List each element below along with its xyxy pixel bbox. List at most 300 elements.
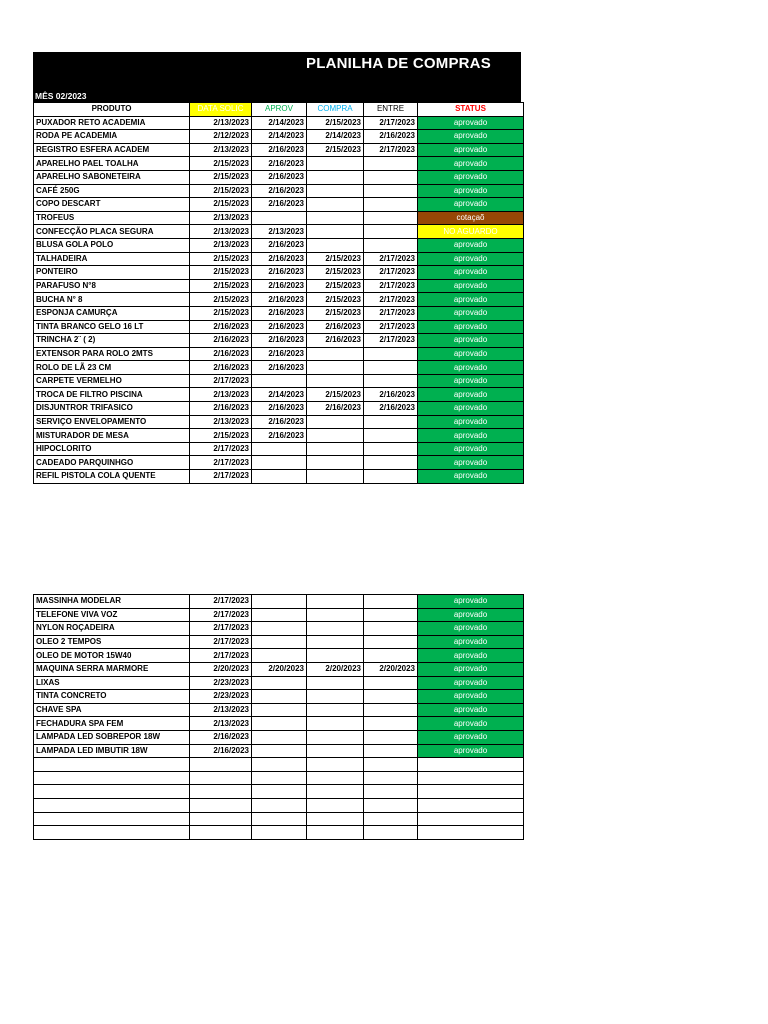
date-requested-cell[interactable] [190,771,252,785]
date-purchased-cell[interactable]: 2/16/2023 [307,402,364,416]
date-requested-cell[interactable]: 2/16/2023 [190,334,252,348]
date-approved-cell[interactable] [252,456,307,470]
date-purchased-cell[interactable] [307,429,364,443]
date-approved-cell[interactable]: 2/14/2023 [252,130,307,144]
date-delivered-cell[interactable]: 2/17/2023 [364,252,418,266]
status-cell[interactable]: aprovado [418,662,524,676]
table-row [34,456,524,470]
date-approved-cell[interactable]: 2/16/2023 [252,361,307,375]
date-delivered-cell[interactable]: 2/17/2023 [364,116,418,130]
product-cell[interactable]: RODA PE ACADEMIA [34,130,190,144]
product-cell[interactable]: MISTURADOR DE MESA [34,429,190,443]
date-requested-cell[interactable]: 2/17/2023 [190,608,252,622]
product-cell[interactable]: MASSINHA MODELAR [34,595,190,609]
purchases-table-1 [33,102,524,484]
date-delivered-cell[interactable] [364,595,418,609]
date-delivered-cell[interactable] [364,170,418,184]
date-delivered-cell[interactable] [364,157,418,171]
date-purchased-cell[interactable] [307,771,364,785]
date-requested-cell[interactable]: 2/16/2023 [190,730,252,744]
date-requested-cell[interactable] [190,785,252,799]
product-cell[interactable]: TRINCHA 2¨ ( 2) [34,334,190,348]
date-requested-cell[interactable] [190,826,252,840]
date-delivered-cell[interactable] [364,184,418,198]
date-purchased-cell[interactable] [307,758,364,772]
date-requested-cell[interactable]: 2/13/2023 [190,225,252,239]
product-cell[interactable]: TALHADEIRA [34,252,190,266]
header-entre: ENTRE [364,103,418,117]
date-purchased-cell[interactable] [307,812,364,826]
table-row [34,279,524,293]
table-row [34,198,524,212]
date-approved-cell[interactable] [252,785,307,799]
status-cell[interactable]: aprovado [418,649,524,663]
status-cell[interactable]: aprovado [418,170,524,184]
status-cell[interactable]: aprovado [418,306,524,320]
date-requested-cell[interactable]: 2/17/2023 [190,622,252,636]
product-cell[interactable]: LAMPADA LED SOBREPOR 18W [34,730,190,744]
product-cell[interactable] [34,798,190,812]
date-requested-cell[interactable]: 2/15/2023 [190,279,252,293]
date-purchased-cell[interactable] [307,717,364,731]
status-cell[interactable]: aprovado [418,676,524,690]
date-approved-cell[interactable] [252,812,307,826]
date-purchased-cell[interactable]: 2/15/2023 [307,306,364,320]
table-row [34,785,524,799]
date-delivered-cell[interactable] [364,703,418,717]
status-cell[interactable]: aprovado [418,595,524,609]
date-delivered-cell[interactable] [364,635,418,649]
table-row [34,116,524,130]
product-cell[interactable]: CARPETE VERMELHO [34,374,190,388]
product-cell[interactable]: REFIL PISTOLA COLA QUENTE [34,470,190,484]
date-purchased-cell[interactable] [307,347,364,361]
date-requested-cell[interactable]: 2/16/2023 [190,347,252,361]
date-requested-cell[interactable]: 2/13/2023 [190,143,252,157]
status-cell[interactable]: aprovado [418,456,524,470]
date-requested-cell[interactable]: 2/15/2023 [190,170,252,184]
status-cell[interactable]: aprovado [418,402,524,416]
date-purchased-cell[interactable]: 2/15/2023 [307,266,364,280]
date-approved-cell[interactable] [252,771,307,785]
date-purchased-cell[interactable] [307,238,364,252]
product-cell[interactable]: OLEO DE MOTOR 15W40 [34,649,190,663]
date-approved-cell[interactable]: 2/16/2023 [252,157,307,171]
date-requested-cell[interactable]: 2/16/2023 [190,402,252,416]
date-delivered-cell[interactable] [364,347,418,361]
date-delivered-cell[interactable] [364,730,418,744]
date-delivered-cell[interactable]: 2/20/2023 [364,662,418,676]
date-delivered-cell[interactable]: 2/17/2023 [364,279,418,293]
date-approved-cell[interactable] [252,635,307,649]
date-delivered-cell[interactable] [364,744,418,758]
date-requested-cell[interactable]: 2/15/2023 [190,429,252,443]
date-requested-cell[interactable]: 2/13/2023 [190,388,252,402]
date-requested-cell[interactable]: 2/23/2023 [190,690,252,704]
date-requested-cell[interactable]: 2/12/2023 [190,130,252,144]
status-cell[interactable]: aprovado [418,470,524,484]
status-cell[interactable] [418,798,524,812]
date-approved-cell[interactable] [252,717,307,731]
date-approved-cell[interactable]: 2/16/2023 [252,306,307,320]
date-purchased-cell[interactable] [307,225,364,239]
date-approved-cell[interactable] [252,690,307,704]
product-cell[interactable]: CADEADO PARQUINHGO [34,456,190,470]
product-cell[interactable] [34,812,190,826]
date-purchased-cell[interactable]: 2/15/2023 [307,279,364,293]
date-delivered-cell[interactable] [364,225,418,239]
product-cell[interactable]: OLEO 2 TEMPOS [34,635,190,649]
date-purchased-cell[interactable] [307,730,364,744]
date-purchased-cell[interactable] [307,211,364,225]
date-approved-cell[interactable]: 2/13/2023 [252,225,307,239]
date-approved-cell[interactable]: 2/16/2023 [252,143,307,157]
date-delivered-cell[interactable] [364,676,418,690]
date-approved-cell[interactable]: 2/16/2023 [252,347,307,361]
product-cell[interactable]: PARAFUSO N°8 [34,279,190,293]
status-cell[interactable] [418,758,524,772]
sheet-month: MÊS 02/2023 [35,91,87,101]
product-cell[interactable] [34,785,190,799]
date-purchased-cell[interactable] [307,608,364,622]
date-requested-cell[interactable]: 2/17/2023 [190,595,252,609]
date-purchased-cell[interactable] [307,361,364,375]
date-approved-cell[interactable] [252,374,307,388]
status-cell[interactable] [418,812,524,826]
date-delivered-cell[interactable] [364,785,418,799]
date-approved-cell[interactable]: 2/16/2023 [252,279,307,293]
status-cell[interactable]: aprovado [418,184,524,198]
date-delivered-cell[interactable] [364,374,418,388]
date-purchased-cell[interactable] [307,622,364,636]
table-row [34,306,524,320]
date-requested-cell[interactable]: 2/16/2023 [190,744,252,758]
table-row [34,252,524,266]
date-approved-cell[interactable] [252,622,307,636]
date-delivered-cell[interactable] [364,622,418,636]
status-cell[interactable]: aprovado [418,429,524,443]
date-approved-cell[interactable]: 2/16/2023 [252,402,307,416]
date-purchased-cell[interactable] [307,374,364,388]
date-purchased-cell[interactable]: 2/15/2023 [307,116,364,130]
product-cell[interactable]: HIPOCLORITO [34,442,190,456]
product-cell[interactable]: EXTENSOR PARA ROLO 2MTS [34,347,190,361]
date-delivered-cell[interactable]: 2/17/2023 [364,334,418,348]
date-approved-cell[interactable] [252,676,307,690]
date-requested-cell[interactable]: 2/20/2023 [190,662,252,676]
date-purchased-cell[interactable] [307,798,364,812]
product-cell[interactable]: TROCA DE FILTRO PISCINA [34,388,190,402]
product-cell[interactable]: DISJUNTROR TRIFASICO [34,402,190,416]
date-approved-cell[interactable] [252,703,307,717]
date-requested-cell[interactable]: 2/15/2023 [190,293,252,307]
date-delivered-cell[interactable] [364,717,418,731]
date-purchased-cell[interactable] [307,415,364,429]
date-delivered-cell[interactable] [364,608,418,622]
date-purchased-cell[interactable]: 2/20/2023 [307,662,364,676]
date-requested-cell[interactable]: 2/23/2023 [190,676,252,690]
date-delivered-cell[interactable]: 2/16/2023 [364,130,418,144]
date-approved-cell[interactable]: 2/16/2023 [252,293,307,307]
table-row [34,758,524,772]
date-requested-cell[interactable]: 2/17/2023 [190,456,252,470]
date-purchased-cell[interactable] [307,470,364,484]
date-purchased-cell[interactable] [307,184,364,198]
date-purchased-cell[interactable]: 2/15/2023 [307,293,364,307]
date-approved-cell[interactable]: 2/14/2023 [252,388,307,402]
status-cell[interactable]: aprovado [418,703,524,717]
status-cell[interactable]: aprovado [418,388,524,402]
purchases-table-1-container [33,102,521,484]
status-cell[interactable]: aprovado [418,293,524,307]
date-delivered-cell[interactable] [364,429,418,443]
date-delivered-cell[interactable] [364,812,418,826]
product-cell[interactable]: CONFECÇÃO PLACA SEGURA [34,225,190,239]
date-delivered-cell[interactable] [364,826,418,840]
date-requested-cell[interactable]: 2/15/2023 [190,252,252,266]
date-requested-cell[interactable]: 2/15/2023 [190,198,252,212]
date-approved-cell[interactable] [252,730,307,744]
status-cell[interactable]: aprovado [418,415,524,429]
date-delivered-cell[interactable] [364,758,418,772]
status-cell[interactable]: aprovado [418,442,524,456]
status-cell[interactable]: aprovado [418,198,524,212]
product-cell[interactable]: CAFÉ 250G [34,184,190,198]
date-requested-cell[interactable]: 2/13/2023 [190,415,252,429]
date-requested-cell[interactable]: 2/13/2023 [190,717,252,731]
product-cell[interactable]: FECHADURA SPA FEM [34,717,190,731]
date-delivered-cell[interactable] [364,470,418,484]
product-cell[interactable]: APARELHO SABONETEIRA [34,170,190,184]
date-purchased-cell[interactable] [307,676,364,690]
date-requested-cell[interactable]: 2/17/2023 [190,470,252,484]
date-approved-cell[interactable]: 2/16/2023 [252,415,307,429]
table-row [34,211,524,225]
status-cell[interactable]: aprovado [418,238,524,252]
date-requested-cell[interactable]: 2/17/2023 [190,374,252,388]
date-approved-cell[interactable]: 2/14/2023 [252,116,307,130]
date-requested-cell[interactable]: 2/15/2023 [190,306,252,320]
date-approved-cell[interactable]: 2/16/2023 [252,320,307,334]
status-cell[interactable] [418,771,524,785]
table-row [34,826,524,840]
date-delivered-cell[interactable]: 2/17/2023 [364,320,418,334]
status-cell[interactable]: cotaçaõ [418,211,524,225]
date-approved-cell[interactable]: 2/16/2023 [252,198,307,212]
date-requested-cell[interactable]: 2/13/2023 [190,238,252,252]
date-purchased-cell[interactable] [307,198,364,212]
date-delivered-cell[interactable] [364,649,418,663]
date-purchased-cell[interactable]: 2/15/2023 [307,252,364,266]
status-cell[interactable]: aprovado [418,266,524,280]
date-delivered-cell[interactable] [364,771,418,785]
date-delivered-cell[interactable]: 2/17/2023 [364,306,418,320]
date-delivered-cell[interactable]: 2/17/2023 [364,143,418,157]
status-cell[interactable]: NO AGUARDO [418,225,524,239]
product-cell[interactable]: TELEFONE VIVA VOZ [34,608,190,622]
table-row [34,170,524,184]
date-delivered-cell[interactable]: 2/17/2023 [364,293,418,307]
date-delivered-cell[interactable] [364,415,418,429]
date-approved-cell[interactable] [252,798,307,812]
product-cell[interactable] [34,758,190,772]
date-requested-cell[interactable]: 2/15/2023 [190,157,252,171]
table-row [34,730,524,744]
product-cell[interactable]: TROFEUS [34,211,190,225]
date-delivered-cell[interactable] [364,798,418,812]
status-cell[interactable]: aprovado [418,143,524,157]
date-approved-cell[interactable] [252,442,307,456]
product-cell[interactable]: BLUSA GOLA POLO [34,238,190,252]
date-delivered-cell[interactable] [364,361,418,375]
purchases-table-2-container [33,594,521,840]
date-delivered-cell[interactable] [364,690,418,704]
date-purchased-cell[interactable] [307,595,364,609]
product-cell[interactable]: APARELHO PAEL TOALHA [34,157,190,171]
date-approved-cell[interactable]: 2/16/2023 [252,429,307,443]
date-requested-cell[interactable]: 2/15/2023 [190,184,252,198]
date-approved-cell[interactable]: 2/16/2023 [252,266,307,280]
status-cell[interactable]: aprovado [418,374,524,388]
date-approved-cell[interactable] [252,826,307,840]
date-purchased-cell[interactable] [307,157,364,171]
status-cell[interactable]: aprovado [418,635,524,649]
status-cell[interactable]: aprovado [418,744,524,758]
table-row [34,812,524,826]
date-approved-cell[interactable] [252,595,307,609]
date-purchased-cell[interactable] [307,785,364,799]
date-requested-cell[interactable]: 2/13/2023 [190,116,252,130]
status-cell[interactable]: aprovado [418,608,524,622]
date-approved-cell[interactable] [252,470,307,484]
status-cell[interactable] [418,785,524,799]
status-cell[interactable]: aprovado [418,130,524,144]
date-requested-cell[interactable]: 2/15/2023 [190,266,252,280]
date-requested-cell[interactable]: 2/13/2023 [190,211,252,225]
table-row [34,595,524,609]
product-cell[interactable] [34,826,190,840]
date-requested-cell[interactable]: 2/17/2023 [190,649,252,663]
date-purchased-cell[interactable]: 2/14/2023 [307,130,364,144]
status-cell[interactable]: aprovado [418,320,524,334]
status-cell[interactable]: aprovado [418,334,524,348]
date-requested-cell[interactable]: 2/13/2023 [190,703,252,717]
product-cell[interactable]: REGISTRO ESFERA ACADEM [34,143,190,157]
date-purchased-cell[interactable]: 2/16/2023 [307,334,364,348]
product-cell[interactable]: NYLON ROÇADEIRA [34,622,190,636]
product-cell[interactable]: CHAVE SPA [34,703,190,717]
date-approved-cell[interactable] [252,649,307,663]
status-cell[interactable] [418,826,524,840]
date-requested-cell[interactable] [190,812,252,826]
date-requested-cell[interactable] [190,758,252,772]
date-delivered-cell[interactable]: 2/17/2023 [364,266,418,280]
table-row [34,662,524,676]
product-cell[interactable]: SERVIÇO ENVELOPAMENTO [34,415,190,429]
date-purchased-cell[interactable] [307,826,364,840]
date-requested-cell[interactable]: 2/17/2023 [190,442,252,456]
status-cell[interactable]: aprovado [418,157,524,171]
date-delivered-cell[interactable] [364,198,418,212]
date-requested-cell[interactable]: 2/17/2023 [190,635,252,649]
date-purchased-cell[interactable]: 2/15/2023 [307,143,364,157]
product-cell[interactable]: ROLO DE LÃ 23 CM [34,361,190,375]
date-requested-cell[interactable]: 2/16/2023 [190,320,252,334]
table-row [34,402,524,416]
date-approved-cell[interactable]: 2/16/2023 [252,170,307,184]
product-cell[interactable]: PONTEIRO [34,266,190,280]
product-cell[interactable]: ESPONJA CAMURÇA [34,306,190,320]
table-row [34,470,524,484]
date-delivered-cell[interactable] [364,211,418,225]
status-cell[interactable]: aprovado [418,279,524,293]
date-delivered-cell[interactable] [364,456,418,470]
date-purchased-cell[interactable] [307,456,364,470]
date-delivered-cell[interactable] [364,442,418,456]
date-approved-cell[interactable]: 2/16/2023 [252,334,307,348]
date-approved-cell[interactable]: 2/20/2023 [252,662,307,676]
table-row [34,388,524,402]
date-delivered-cell[interactable]: 2/16/2023 [364,388,418,402]
date-delivered-cell[interactable]: 2/16/2023 [364,402,418,416]
status-cell[interactable]: aprovado [418,116,524,130]
status-cell[interactable]: aprovado [418,347,524,361]
status-cell[interactable]: aprovado [418,252,524,266]
header-aprov: APROV [252,103,307,117]
date-purchased-cell[interactable]: 2/16/2023 [307,320,364,334]
date-purchased-cell[interactable] [307,635,364,649]
product-cell[interactable]: BUCHA N° 8 [34,293,190,307]
date-purchased-cell[interactable] [307,690,364,704]
product-cell[interactable]: LIXAS [34,676,190,690]
product-cell[interactable]: TINTA CONCRETO [34,690,190,704]
status-cell[interactable]: aprovado [418,717,524,731]
date-requested-cell[interactable] [190,798,252,812]
table-row [34,676,524,690]
date-approved-cell[interactable] [252,211,307,225]
date-approved-cell[interactable]: 2/16/2023 [252,238,307,252]
product-cell[interactable]: MAQUINA SERRA MARMORE [34,662,190,676]
status-cell[interactable]: aprovado [418,730,524,744]
date-requested-cell[interactable]: 2/16/2023 [190,361,252,375]
date-purchased-cell[interactable] [307,744,364,758]
product-cell[interactable] [34,771,190,785]
date-approved-cell[interactable] [252,608,307,622]
table-row [34,266,524,280]
date-approved-cell[interactable]: 2/16/2023 [252,184,307,198]
date-purchased-cell[interactable] [307,703,364,717]
date-delivered-cell[interactable] [364,238,418,252]
date-purchased-cell[interactable] [307,442,364,456]
product-cell[interactable]: TINTA BRANCO GELO 16 LT [34,320,190,334]
status-cell[interactable]: aprovado [418,690,524,704]
product-cell[interactable]: COPO DESCART [34,198,190,212]
product-cell[interactable]: LAMPADA LED IMBUTIR 18W [34,744,190,758]
date-purchased-cell[interactable] [307,170,364,184]
date-approved-cell[interactable] [252,744,307,758]
status-cell[interactable]: aprovado [418,622,524,636]
date-approved-cell[interactable]: 2/16/2023 [252,252,307,266]
table-row [34,703,524,717]
sheet-title: PLANILHA DE COMPRAS [306,55,491,72]
date-approved-cell[interactable] [252,758,307,772]
date-purchased-cell[interactable]: 2/15/2023 [307,388,364,402]
product-cell[interactable]: PUXADOR RETO ACADEMIA [34,116,190,130]
status-cell[interactable]: aprovado [418,361,524,375]
table-header-row [34,103,524,117]
table-row [34,238,524,252]
date-purchased-cell[interactable] [307,649,364,663]
